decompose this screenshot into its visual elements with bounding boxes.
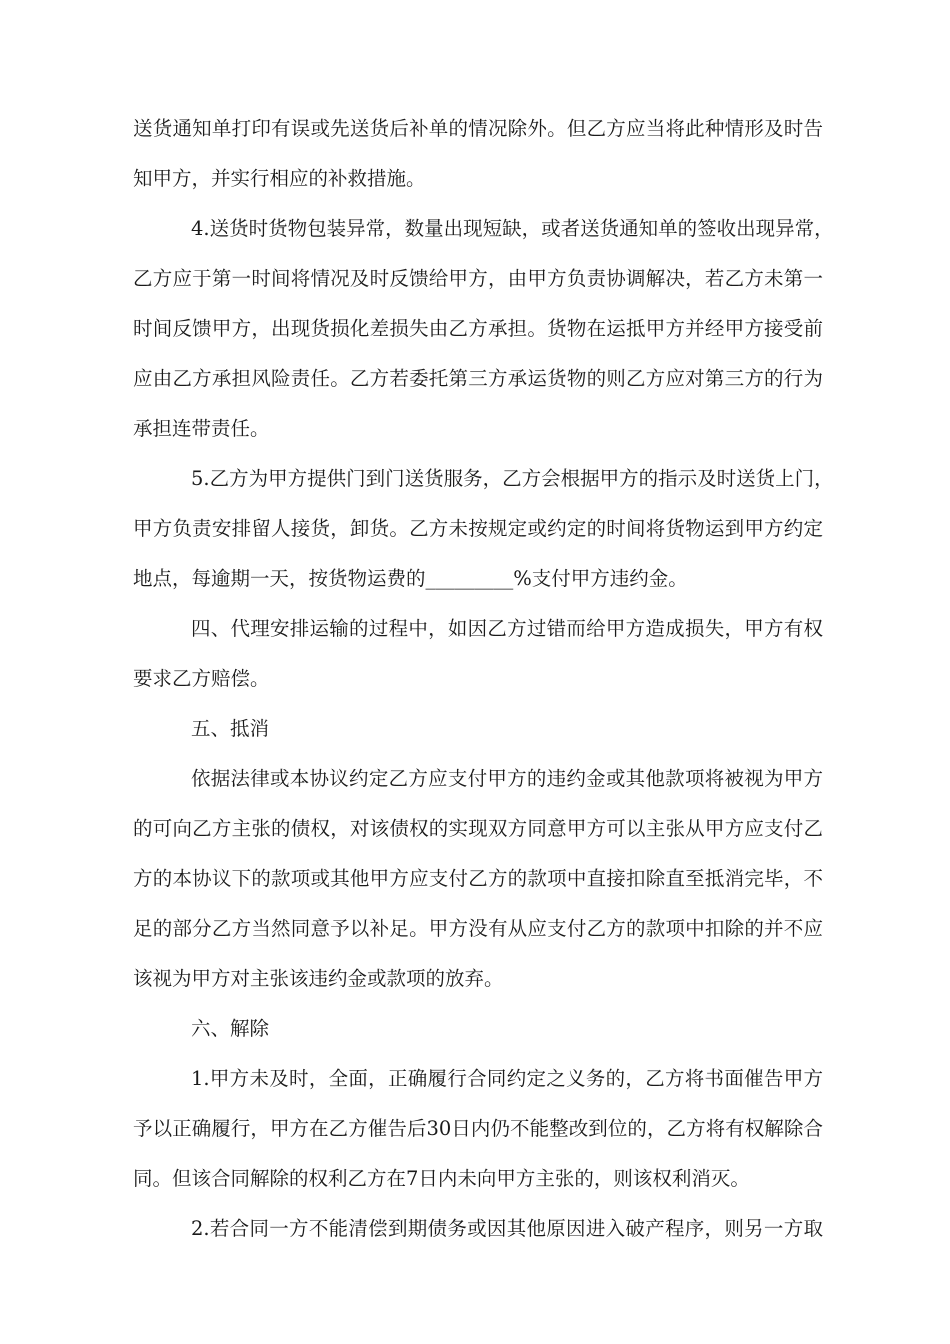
document-body: [133, 104, 834, 1254]
text-line: 该视为甲方对主张该违约金或款项的放弃。: [133, 967, 504, 990]
text-line: 地点，每逾期一天，按货物运费的_________%支付甲方违约金。: [133, 567, 688, 590]
text-line: 甲方负责安排留人接货，卸货。乙方未按规定或约定的时间将货物运到甲方约定: [133, 517, 823, 540]
text-line: 的可向乙方主张的债权，对该债权的实现双方同意甲方可以主张从甲方应支付乙: [133, 817, 823, 840]
section-heading: 六、解除: [191, 1017, 270, 1040]
text-line: 四、代理安排运输的过程中，如因乙方过错而给甲方造成损失，甲方有权: [191, 617, 823, 640]
text-line: 方的本协议下的款项或其他甲方应支付乙方的款项中直接扣除直至抵消完毕，不: [133, 867, 823, 890]
text-line: 5.乙方为甲方提供门到门送货服务，乙方会根据甲方的指示及时送货上门，: [191, 467, 834, 490]
text-line: 送货通知单打印有误或先送货后补单的情况除外。但乙方应当将此种情形及时告: [133, 117, 823, 140]
text-line: 予以正确履行，甲方在乙方催告后30日内仍不能整改到位的，乙方将有权解除合: [133, 1117, 823, 1140]
text-line: 4.送货时货物包装异常，数量出现短缺，或者送货通知单的签收出现异常，: [191, 217, 834, 240]
text-line: 承担连带责任。: [133, 417, 270, 440]
text-line: 同。但该合同解除的权利乙方在7日内未向甲方主张的，则该权利消灭。: [133, 1167, 750, 1190]
text-line: 依据法律或本协议约定乙方应支付甲方的违约金或其他款项将被视为甲方: [191, 767, 823, 790]
text-line: 知甲方，并实行相应的补救措施。: [133, 167, 426, 190]
text-line: 应由乙方承担风险责任。乙方若委托第三方承运货物的则乙方应对第三方的行为: [133, 367, 823, 390]
text-line: 2.若合同一方不能清偿到期债务或因其他原因进入破产程序，则另一方取: [191, 1217, 823, 1240]
section-heading: 五、抵消: [191, 717, 270, 740]
text-line: 1.甲方未及时，全面，正确履行合同约定之义务的，乙方将书面催告甲方: [191, 1067, 823, 1090]
text-line: 时间反馈甲方，出现货损化差损失由乙方承担。货物在运抵甲方并经甲方接受前: [133, 317, 823, 340]
text-line: 足的部分乙方当然同意予以补足。甲方没有从应支付乙方的款项中扣除的并不应: [133, 917, 823, 940]
text-line: 要求乙方赔偿。: [133, 667, 270, 690]
text-line: 乙方应于第一时间将情况及时反馈给甲方，由甲方负责协调解决，若乙方未第一: [133, 267, 823, 290]
